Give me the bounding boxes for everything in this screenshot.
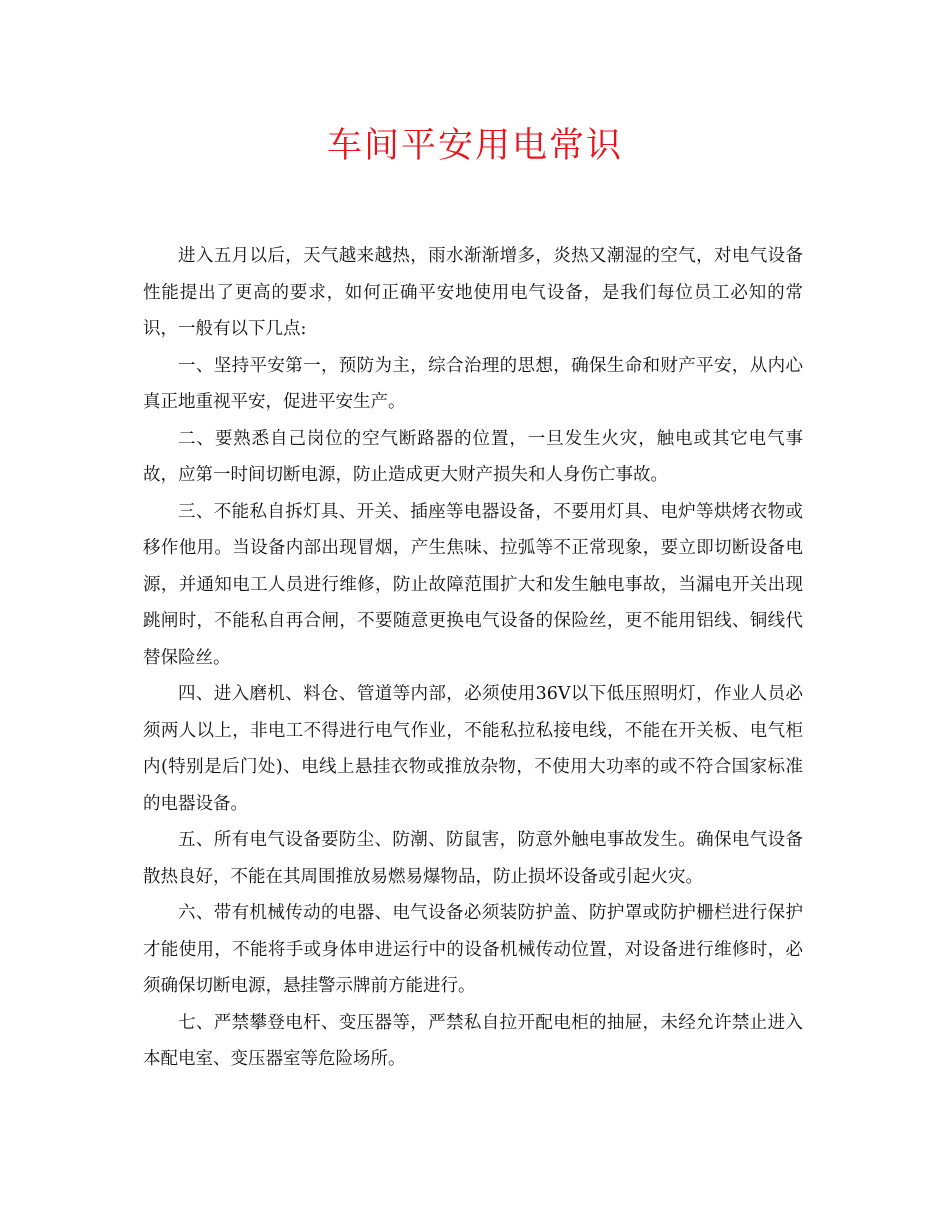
paragraph-rule-2: 二、要熟悉自己岗位的空气断路器的位置，一旦发生火灾，触电或其它电气事故，应第一时间切断电源，防止造成更大财产损失和人身伤亡事故。 [143,428,803,485]
paragraph-rule-5: 五、所有电气设备要防尘、防潮、防鼠害，防意外触电事故发生。确保电气设备散热良好，不能在其周围推放易燃易爆物品，防止损坏设备或引起火灾。 [143,830,803,887]
paragraph-rule-3: 三、不能私自拆灯具、开关、插座等电器设备，不要用灯具、电炉等烘烤衣物或移作他用。当设备内部出现冒烟，产生焦味、拉弧等不正常现象，要立即切断设备电源，并通知电工人员进行维修，防止故障范围扩大和发生触电事故，当漏电开关出现跳闸时，不能私自再合闸，不要随意更换电气设备的保险丝，更不能用铝线、铜线代替保险丝。 [143,501,803,668]
document-body [143,238,803,1078]
paragraph-rule-6: 六、带有机械传动的电器、电气设备必须装防护盖、防护罩或防护栅栏进行保护才能使用，不能将手或身体申进运行中的设备机械传动位置，对设备进行维修时，必须确保切断电源，悬挂警示牌前方能进行。 [143,903,803,996]
paragraph-rule-1: 一、坚持平安第一，预防为主，综合治理的思想，确保生命和财产平安，从内心真正地重视平安，促进平安生产。 [143,355,803,412]
paragraph-rule-7: 七、严禁攀登电杆、变压器等，严禁私自拉开配电柜的抽屉，未经允许禁止进入本配电室、变压器室等危险场所。 [143,1012,803,1069]
document-title: 车间平安用电常识 [326,126,623,166]
paragraph-rule-4: 四、进入磨机、料仓、管道等内部，必须使用36V以下低压照明灯，作业人员必须两人以上，非电工不得进行电气作业，不能私拉私接电线，不能在开关板、电气柜内(特别是后门处)、电线上悬挂衣物或推放杂物，不使用大功率的或不符合国家标准的电器设备。 [143,684,803,814]
paragraph-intro: 进入五月以后，天气越来越热，雨水渐渐增多，炎热又潮湿的空气，对电气设备性能提出了更高的要求，如何正确平安地使用电气设备，是我们每位员工必知的常识，一般有以下几点: [143,246,803,339]
